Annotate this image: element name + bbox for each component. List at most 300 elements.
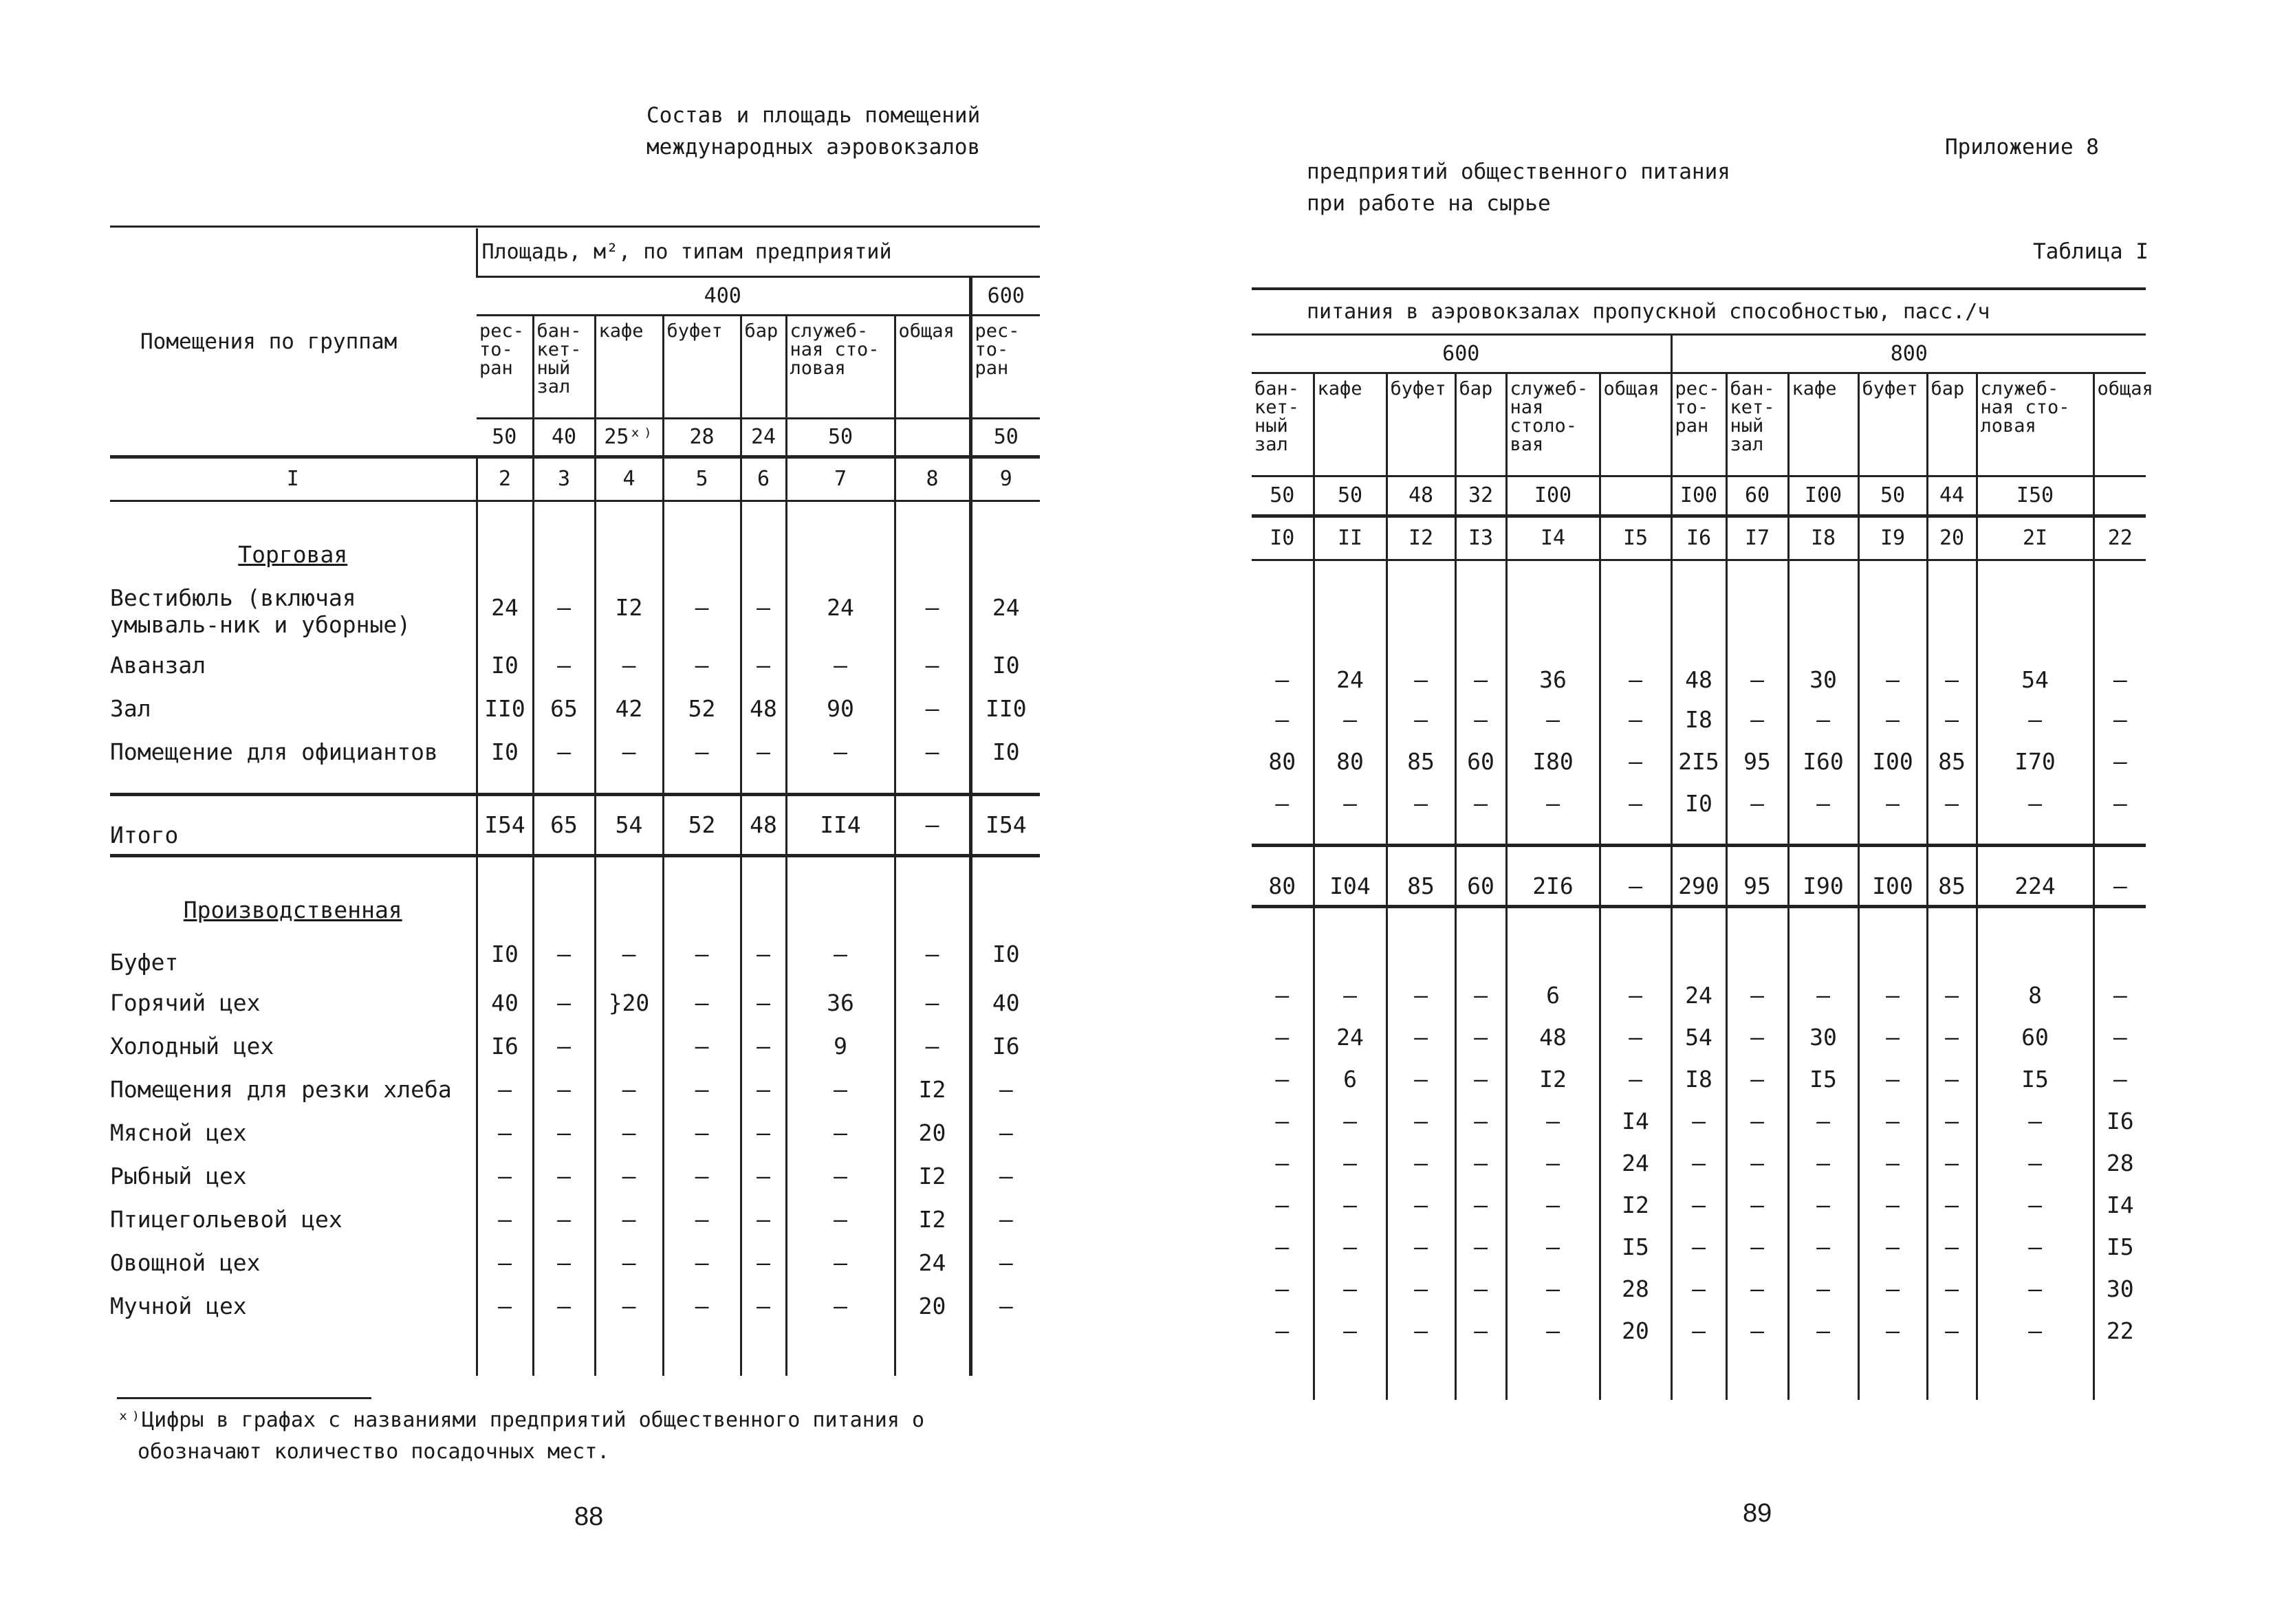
right-trade-row-3-value-18: I60 <box>1788 740 1858 782</box>
trade-row-1-label: Вестибюль (включая умываль-ник и уборные) <box>110 584 411 638</box>
right-production-row-7-value-21: – <box>1977 1226 2093 1268</box>
right-trade-row-2-value-17: – <box>1726 699 1788 740</box>
empty-cell <box>110 1328 477 1376</box>
right-production-row-7-value-12: – <box>1386 1226 1455 1268</box>
capacity-800-header: 800 <box>1671 334 2146 373</box>
right-production-row-6-value-21: – <box>1977 1184 2093 1226</box>
empty-cell <box>741 773 786 795</box>
right-production-row-3-value-22: – <box>2093 1058 2146 1100</box>
empty-cell <box>1455 560 1506 627</box>
right-production-row-8-value-19: – <box>1858 1268 1927 1310</box>
right-production-row-6-value-11: – <box>1314 1184 1386 1226</box>
table-row <box>1252 1016 2146 1058</box>
trade-row-3-value-2: II0 <box>477 687 533 730</box>
column-number-2: 2 <box>477 457 533 501</box>
type-header-7: общая <box>895 315 970 418</box>
production-row-9-value-2: – <box>477 1284 533 1328</box>
right-total-row-value-16: 290 <box>1671 845 1726 906</box>
empty-cell <box>477 501 533 572</box>
right-column-number-22: 22 <box>2093 516 2146 560</box>
capacity-600-header: 600 <box>970 276 1040 315</box>
table-row <box>1252 782 2146 824</box>
right-trade-row-4-value-16: I0 <box>1671 782 1726 824</box>
right-trade-row-4-value-12: – <box>1386 782 1455 824</box>
right-seats-14: I00 <box>1506 476 1600 516</box>
empty-cell <box>1314 560 1386 627</box>
production-row-5-value-8: 20 <box>895 1111 970 1154</box>
right-trade-row-4-value-19: – <box>1858 782 1927 824</box>
footnote-rule <box>117 1397 371 1399</box>
production-row-3-value-4 <box>595 1024 663 1068</box>
trade-row-4-label: Помещение для официантов <box>110 738 438 765</box>
right-production-row-5-value-19: – <box>1858 1142 1927 1184</box>
right-production-row-5-value-17: – <box>1726 1142 1788 1184</box>
seats-3: 25ˣ⁾ <box>595 418 663 457</box>
right-production-row-1-value-11: – <box>1314 974 1386 1016</box>
empty-cell <box>1788 824 1858 846</box>
right-total-row-value-12: 85 <box>1386 845 1455 906</box>
right-production-row-4-value-16: – <box>1671 1100 1726 1142</box>
trade-row-1-value-6: – <box>741 572 786 644</box>
table-row <box>1252 699 2146 740</box>
production-row-8-value-2: – <box>477 1241 533 1284</box>
right-seats-16: I00 <box>1671 476 1726 516</box>
production-row-4-value-9: – <box>970 1068 1040 1111</box>
right-production-row-2-value-12: – <box>1386 1016 1455 1058</box>
production-row-6-value-7: – <box>786 1154 895 1198</box>
empty-cell <box>786 501 895 572</box>
production-row-3-value-6: – <box>741 1024 786 1068</box>
right-total-row-value-14: 2I6 <box>1506 845 1600 906</box>
empty-cell <box>1506 560 1600 627</box>
empty-cell <box>1252 1352 1314 1400</box>
right-production-row-1-value-18: – <box>1788 974 1858 1016</box>
production-row-1-value-6: – <box>741 928 786 981</box>
right-type-header-14: служеб-ная столо-вая <box>1506 373 1600 476</box>
empty-cell <box>477 1328 533 1376</box>
trade-row-1-value-7: 24 <box>786 572 895 644</box>
footnote-line1: ˣ⁾Цифры в графах с названиями предприятий общественного питания о <box>117 1408 924 1432</box>
right-title-line2: при работе на сырье <box>1307 191 1551 216</box>
production-row-7-value-7: – <box>786 1198 895 1241</box>
right-total-row-value-13: 60 <box>1455 845 1506 906</box>
right-production-row-1-value-17: – <box>1726 974 1788 1016</box>
total-row-value-5: 52 <box>663 794 741 855</box>
table-row <box>1252 1058 2146 1100</box>
column-number-4: 4 <box>595 457 663 501</box>
right-trade-row-2-value-11: – <box>1314 699 1386 740</box>
table-row <box>110 730 1040 773</box>
right-production-row-9-value-17: – <box>1726 1310 1788 1352</box>
right-production-row-7-value-15: I5 <box>1600 1226 1671 1268</box>
right-seats-21: I50 <box>1977 476 2093 516</box>
right-type-header-11: кафе <box>1314 373 1386 476</box>
right-trade-row-2-value-19: – <box>1858 699 1927 740</box>
production-row-3-value-7: 9 <box>786 1024 895 1068</box>
trade-row-4-value-9: I0 <box>970 730 1040 773</box>
right-total-row-value-18: I90 <box>1788 845 1858 906</box>
empty-cell <box>1726 560 1788 627</box>
right-seats-12: 48 <box>1386 476 1455 516</box>
right-trade-row-2-value-16: I8 <box>1671 699 1726 740</box>
left-page <box>0 0 1136 1624</box>
right-production-row-4-value-13: – <box>1455 1100 1506 1142</box>
right-production-row-3-value-19: – <box>1858 1058 1927 1100</box>
left-table <box>110 228 1040 1376</box>
empty-cell <box>1314 1352 1386 1400</box>
right-seats-19: 50 <box>1858 476 1927 516</box>
right-production-row-6-value-16: – <box>1671 1184 1726 1226</box>
type-header-1: рес-то-ран <box>477 315 533 418</box>
right-production-row-3-value-21: I5 <box>1977 1058 2093 1100</box>
table-row <box>110 794 1040 855</box>
right-trade-row-3-value-13: 60 <box>1455 740 1506 782</box>
seats-8: 50 <box>970 418 1040 457</box>
production-row-5-value-2: – <box>477 1111 533 1154</box>
right-production-row-6-value-12: – <box>1386 1184 1455 1226</box>
empty-cell <box>1455 1352 1506 1400</box>
right-production-row-5-value-12: – <box>1386 1142 1455 1184</box>
column-number-3: 3 <box>533 457 595 501</box>
production-row-3-value-2: I6 <box>477 1024 533 1068</box>
table-row <box>110 687 1040 730</box>
empty-cell <box>1726 1352 1788 1400</box>
right-production-row-7-value-14: – <box>1506 1226 1600 1268</box>
production-row-2-label: Горячий цех <box>110 989 261 1016</box>
table-row <box>110 1198 1040 1241</box>
trade-group-heading: Торговая <box>110 501 477 572</box>
empty-cell <box>970 855 1040 928</box>
production-row-2-value-6: – <box>741 981 786 1024</box>
table-row <box>110 981 1040 1024</box>
empty-cell <box>1671 906 1726 974</box>
empty-cell <box>1386 906 1455 974</box>
table-row <box>110 1154 1040 1198</box>
production-row-1-label: Буфет <box>110 948 179 976</box>
empty-cell <box>663 501 741 572</box>
right-production-row-8-value-12: – <box>1386 1268 1455 1310</box>
trade-row-4-value-6: – <box>741 730 786 773</box>
right-type-header-15: общая <box>1600 373 1671 476</box>
left-title-line1: Состав и площадь помещений <box>646 103 981 128</box>
right-production-row-9-value-15: 20 <box>1600 1310 1671 1352</box>
right-production-row-1-value-14: 6 <box>1506 974 1600 1016</box>
right-production-row-7-value-20: – <box>1927 1226 1977 1268</box>
right-column-number-15: I5 <box>1600 516 1671 560</box>
right-production-row-1-value-13: – <box>1455 974 1506 1016</box>
table-row <box>1252 1184 2146 1226</box>
right-production-row-6-value-22: I4 <box>2093 1184 2146 1226</box>
empty-cell <box>1600 1352 1671 1400</box>
table-row <box>110 1111 1040 1154</box>
right-column-number-11: II <box>1314 516 1386 560</box>
empty-cell <box>477 855 533 928</box>
right-total-row-value-15: – <box>1600 845 1671 906</box>
trade-row-4-value-5: – <box>663 730 741 773</box>
right-trade-row-2-value-21: – <box>1977 699 2093 740</box>
empty-cell <box>595 1328 663 1376</box>
empty-cell <box>786 773 895 795</box>
production-row-1-value-4: – <box>595 928 663 981</box>
right-total-row-value-21: 224 <box>1977 845 2093 906</box>
right-production-row-5-value-18: – <box>1788 1142 1858 1184</box>
right-type-header-19: буфет <box>1858 373 1927 476</box>
column-number-8: 8 <box>895 457 970 501</box>
empty-cell <box>595 501 663 572</box>
right-production-row-4-value-10: – <box>1275 1107 1290 1134</box>
production-row-9-value-3: – <box>533 1284 595 1328</box>
right-production-row-9-value-18: – <box>1788 1310 1858 1352</box>
right-production-row-6-value-15: I2 <box>1600 1184 1671 1226</box>
right-production-row-8-value-11: – <box>1314 1268 1386 1310</box>
right-production-row-1-value-15: – <box>1600 974 1671 1016</box>
right-production-row-2-value-18: 30 <box>1788 1016 1858 1058</box>
right-column-number-17: I7 <box>1726 516 1788 560</box>
right-production-row-5-value-11: – <box>1314 1142 1386 1184</box>
right-production-row-1-value-22: – <box>2093 974 2146 1016</box>
type-header-4: буфет <box>663 315 741 418</box>
production-row-6-value-4: – <box>595 1154 663 1198</box>
right-trade-row-1-value-22: – <box>2093 627 2146 699</box>
right-trade-row-1-value-21: 54 <box>1977 627 2093 699</box>
table-row <box>110 928 1040 981</box>
right-production-row-1-value-16: 24 <box>1671 974 1726 1016</box>
right-type-header-12: буфет <box>1386 373 1455 476</box>
right-production-row-8-value-16: – <box>1671 1268 1726 1310</box>
right-production-row-3-value-13: – <box>1455 1058 1506 1100</box>
empty-cell <box>1977 824 2093 846</box>
empty-cell <box>1927 906 1977 974</box>
production-row-6-value-9: – <box>970 1154 1040 1198</box>
empty-cell <box>1927 824 1977 846</box>
empty-cell <box>110 773 477 795</box>
right-trade-row-4-value-18: – <box>1788 782 1858 824</box>
total-row-value-6: 48 <box>741 794 786 855</box>
empty-cell <box>533 1328 595 1376</box>
right-type-header-21: служеб-ная сто-ловая <box>1977 373 2093 476</box>
empty-cell <box>1726 824 1788 846</box>
right-trade-row-1-value-15: – <box>1600 627 1671 699</box>
type-header-2: бан-кет-ный зал <box>533 315 595 418</box>
trade-row-3-label: Зал <box>110 694 151 722</box>
table-row <box>110 1241 1040 1284</box>
right-column-number-18: I8 <box>1788 516 1858 560</box>
production-row-1-value-2: I0 <box>477 928 533 981</box>
production-row-7-value-4: – <box>595 1198 663 1241</box>
capacity-caption: питания в аэровокзалах пропускной способностью, пасс./ч <box>1307 299 1990 324</box>
right-trade-row-3-value-20: 85 <box>1927 740 1977 782</box>
right-production-row-2-value-13: – <box>1455 1016 1506 1058</box>
empty-cell <box>786 1328 895 1376</box>
right-trade-row-1-value-20: – <box>1927 627 1977 699</box>
right-production-row-2-value-14: 48 <box>1506 1016 1600 1058</box>
right-trade-row-4-value-20: – <box>1927 782 1977 824</box>
empty-cell <box>1671 824 1726 846</box>
production-row-6-value-3: – <box>533 1154 595 1198</box>
right-production-row-6-value-17: – <box>1726 1184 1788 1226</box>
right-production-row-7-value-19: – <box>1858 1226 1927 1268</box>
production-row-8-value-7: – <box>786 1241 895 1284</box>
right-production-row-7-value-11: – <box>1314 1226 1386 1268</box>
empty-cell <box>1671 560 1726 627</box>
trade-row-3-value-8: – <box>895 687 970 730</box>
right-seats-11: 50 <box>1314 476 1386 516</box>
production-row-9-value-5: – <box>663 1284 741 1328</box>
right-production-row-7-value-10: – <box>1275 1233 1290 1260</box>
right-seats-15 <box>1600 476 1671 516</box>
empty-cell <box>786 855 895 928</box>
column-number-6: 6 <box>741 457 786 501</box>
right-trade-row-4-value-14: – <box>1506 782 1600 824</box>
empty-cell <box>2093 906 2146 974</box>
right-production-row-9-value-10: – <box>1275 1317 1290 1344</box>
total-row-value-3: 65 <box>533 794 595 855</box>
right-page <box>1136 0 2273 1624</box>
right-trade-row-4-value-21: – <box>1977 782 2093 824</box>
production-row-8-value-5: – <box>663 1241 741 1284</box>
right-column-number-21: 2I <box>1977 516 2093 560</box>
right-production-row-2-value-15: – <box>1600 1016 1671 1058</box>
empty-cell <box>1252 906 1314 974</box>
production-row-8-value-8: 24 <box>895 1241 970 1284</box>
production-row-4-value-7: – <box>786 1068 895 1111</box>
column-number-5: 5 <box>663 457 741 501</box>
table-row <box>1252 1226 2146 1268</box>
production-row-1-value-3: – <box>533 928 595 981</box>
table-top-rule <box>110 226 1040 228</box>
right-production-row-8-value-18: – <box>1788 1268 1858 1310</box>
production-row-2-value-4: }20 <box>595 981 663 1024</box>
right-trade-row-1-value-10: – <box>1275 666 1290 693</box>
production-group-heading: Производственная <box>110 855 477 928</box>
empty-cell <box>1600 824 1671 846</box>
empty-cell <box>533 855 595 928</box>
production-row-4-value-8: I2 <box>895 1068 970 1111</box>
right-production-row-3-value-16: I8 <box>1671 1058 1726 1100</box>
right-production-row-4-value-21: – <box>1977 1100 2093 1142</box>
production-row-1-value-7: – <box>786 928 895 981</box>
right-production-row-9-value-22: 22 <box>2093 1310 2146 1352</box>
column-number-7: 7 <box>786 457 895 501</box>
production-row-4-value-6: – <box>741 1068 786 1111</box>
right-production-row-7-value-13: – <box>1455 1226 1506 1268</box>
trade-row-1-value-2: 24 <box>477 572 533 644</box>
production-row-2-value-7: 36 <box>786 981 895 1024</box>
production-row-9-value-7: – <box>786 1284 895 1328</box>
production-row-8-value-6: – <box>741 1241 786 1284</box>
empty-cell <box>595 773 663 795</box>
seats-7 <box>895 418 970 457</box>
right-trade-row-2-value-18: – <box>1788 699 1858 740</box>
production-row-3-label: Холодный цех <box>110 1032 274 1060</box>
table-row <box>110 572 1040 644</box>
empty-cell <box>1386 824 1455 846</box>
right-trade-row-2-value-10: – <box>1275 705 1290 733</box>
empty-cell <box>1252 560 1314 627</box>
production-row-1-value-9: I0 <box>970 928 1040 981</box>
right-production-row-2-value-19: – <box>1858 1016 1927 1058</box>
right-production-row-3-value-12: – <box>1386 1058 1455 1100</box>
table-row <box>1252 974 2146 1016</box>
production-row-5-label: Мясной цех <box>110 1119 247 1146</box>
area-by-type-header: Площадь, м², по типам предприятий <box>477 228 1040 276</box>
trade-row-1-value-3: – <box>533 572 595 644</box>
table-row <box>1252 740 2146 782</box>
right-column-number-13: I3 <box>1455 516 1506 560</box>
trade-row-2-value-2: I0 <box>477 644 533 687</box>
right-type-header-16: рес-то-ран <box>1671 373 1726 476</box>
right-column-number-19: I9 <box>1858 516 1927 560</box>
table-row <box>110 644 1040 687</box>
footnote-line2: обозначают количество посадочных мест. <box>138 1440 610 1464</box>
production-row-4-value-5: – <box>663 1068 741 1111</box>
right-trade-row-1-value-14: 36 <box>1506 627 1600 699</box>
right-type-header-18: кафе <box>1788 373 1858 476</box>
type-header-6: служеб-ная сто-ловая <box>786 315 895 418</box>
seats-2: 40 <box>533 418 595 457</box>
right-production-row-7-value-22: I5 <box>2093 1226 2146 1268</box>
empty-cell <box>1386 560 1455 627</box>
table-row <box>110 1068 1040 1111</box>
table-row <box>1252 1142 2146 1184</box>
production-row-5-value-6: – <box>741 1111 786 1154</box>
right-trade-row-1-value-16: 48 <box>1671 627 1726 699</box>
right-production-row-4-value-18: – <box>1788 1100 1858 1142</box>
right-production-row-8-value-10: – <box>1275 1275 1290 1302</box>
trade-row-4-value-4: – <box>595 730 663 773</box>
right-production-row-4-value-15: I4 <box>1600 1100 1671 1142</box>
production-row-5-value-3: – <box>533 1111 595 1154</box>
right-trade-row-1-value-13: – <box>1455 627 1506 699</box>
right-trade-row-2-value-14: – <box>1506 699 1600 740</box>
empty-cell <box>1977 906 2093 974</box>
trade-row-3-value-6: 48 <box>741 687 786 730</box>
empty-cell <box>741 501 786 572</box>
right-production-row-3-value-10: – <box>1275 1065 1290 1093</box>
production-row-4-value-3: – <box>533 1068 595 1111</box>
trade-row-2-label: Аванзал <box>110 651 206 679</box>
right-trade-row-4-value-13: – <box>1455 782 1506 824</box>
rooms-by-group-header: Помещения по группам <box>140 329 398 354</box>
empty-cell <box>1788 560 1858 627</box>
empty-cell <box>2093 1352 2146 1400</box>
empty-cell <box>1977 560 2093 627</box>
right-production-row-1-value-10: – <box>1275 981 1290 1009</box>
empty-cell <box>741 855 786 928</box>
right-production-row-9-value-14: – <box>1506 1310 1600 1352</box>
right-total-row-value-20: 85 <box>1927 845 1977 906</box>
right-trade-row-2-value-15: – <box>1600 699 1671 740</box>
empty-cell <box>1455 906 1506 974</box>
right-production-row-5-value-14: – <box>1506 1142 1600 1184</box>
right-production-row-5-value-21: – <box>1977 1142 2093 1184</box>
right-trade-row-3-value-12: 85 <box>1386 740 1455 782</box>
trade-row-3-value-4: 42 <box>595 687 663 730</box>
capacity-600-header-right: 600 <box>1252 334 1671 373</box>
right-production-row-6-value-20: – <box>1927 1184 1977 1226</box>
right-production-row-8-value-22: 30 <box>2093 1268 2146 1310</box>
right-production-row-2-value-22: – <box>2093 1016 2146 1058</box>
right-trade-row-3-value-19: I00 <box>1858 740 1927 782</box>
right-trade-row-2-value-20: – <box>1927 699 1977 740</box>
right-column-number-10: I0 <box>1252 516 1314 560</box>
empty-cell <box>1858 824 1927 846</box>
right-production-row-8-value-17: – <box>1726 1268 1788 1310</box>
empty-cell <box>1858 1352 1927 1400</box>
right-trade-row-1-value-11: 24 <box>1314 627 1386 699</box>
right-production-row-7-value-16: – <box>1671 1226 1726 1268</box>
right-column-number-14: I4 <box>1506 516 1600 560</box>
